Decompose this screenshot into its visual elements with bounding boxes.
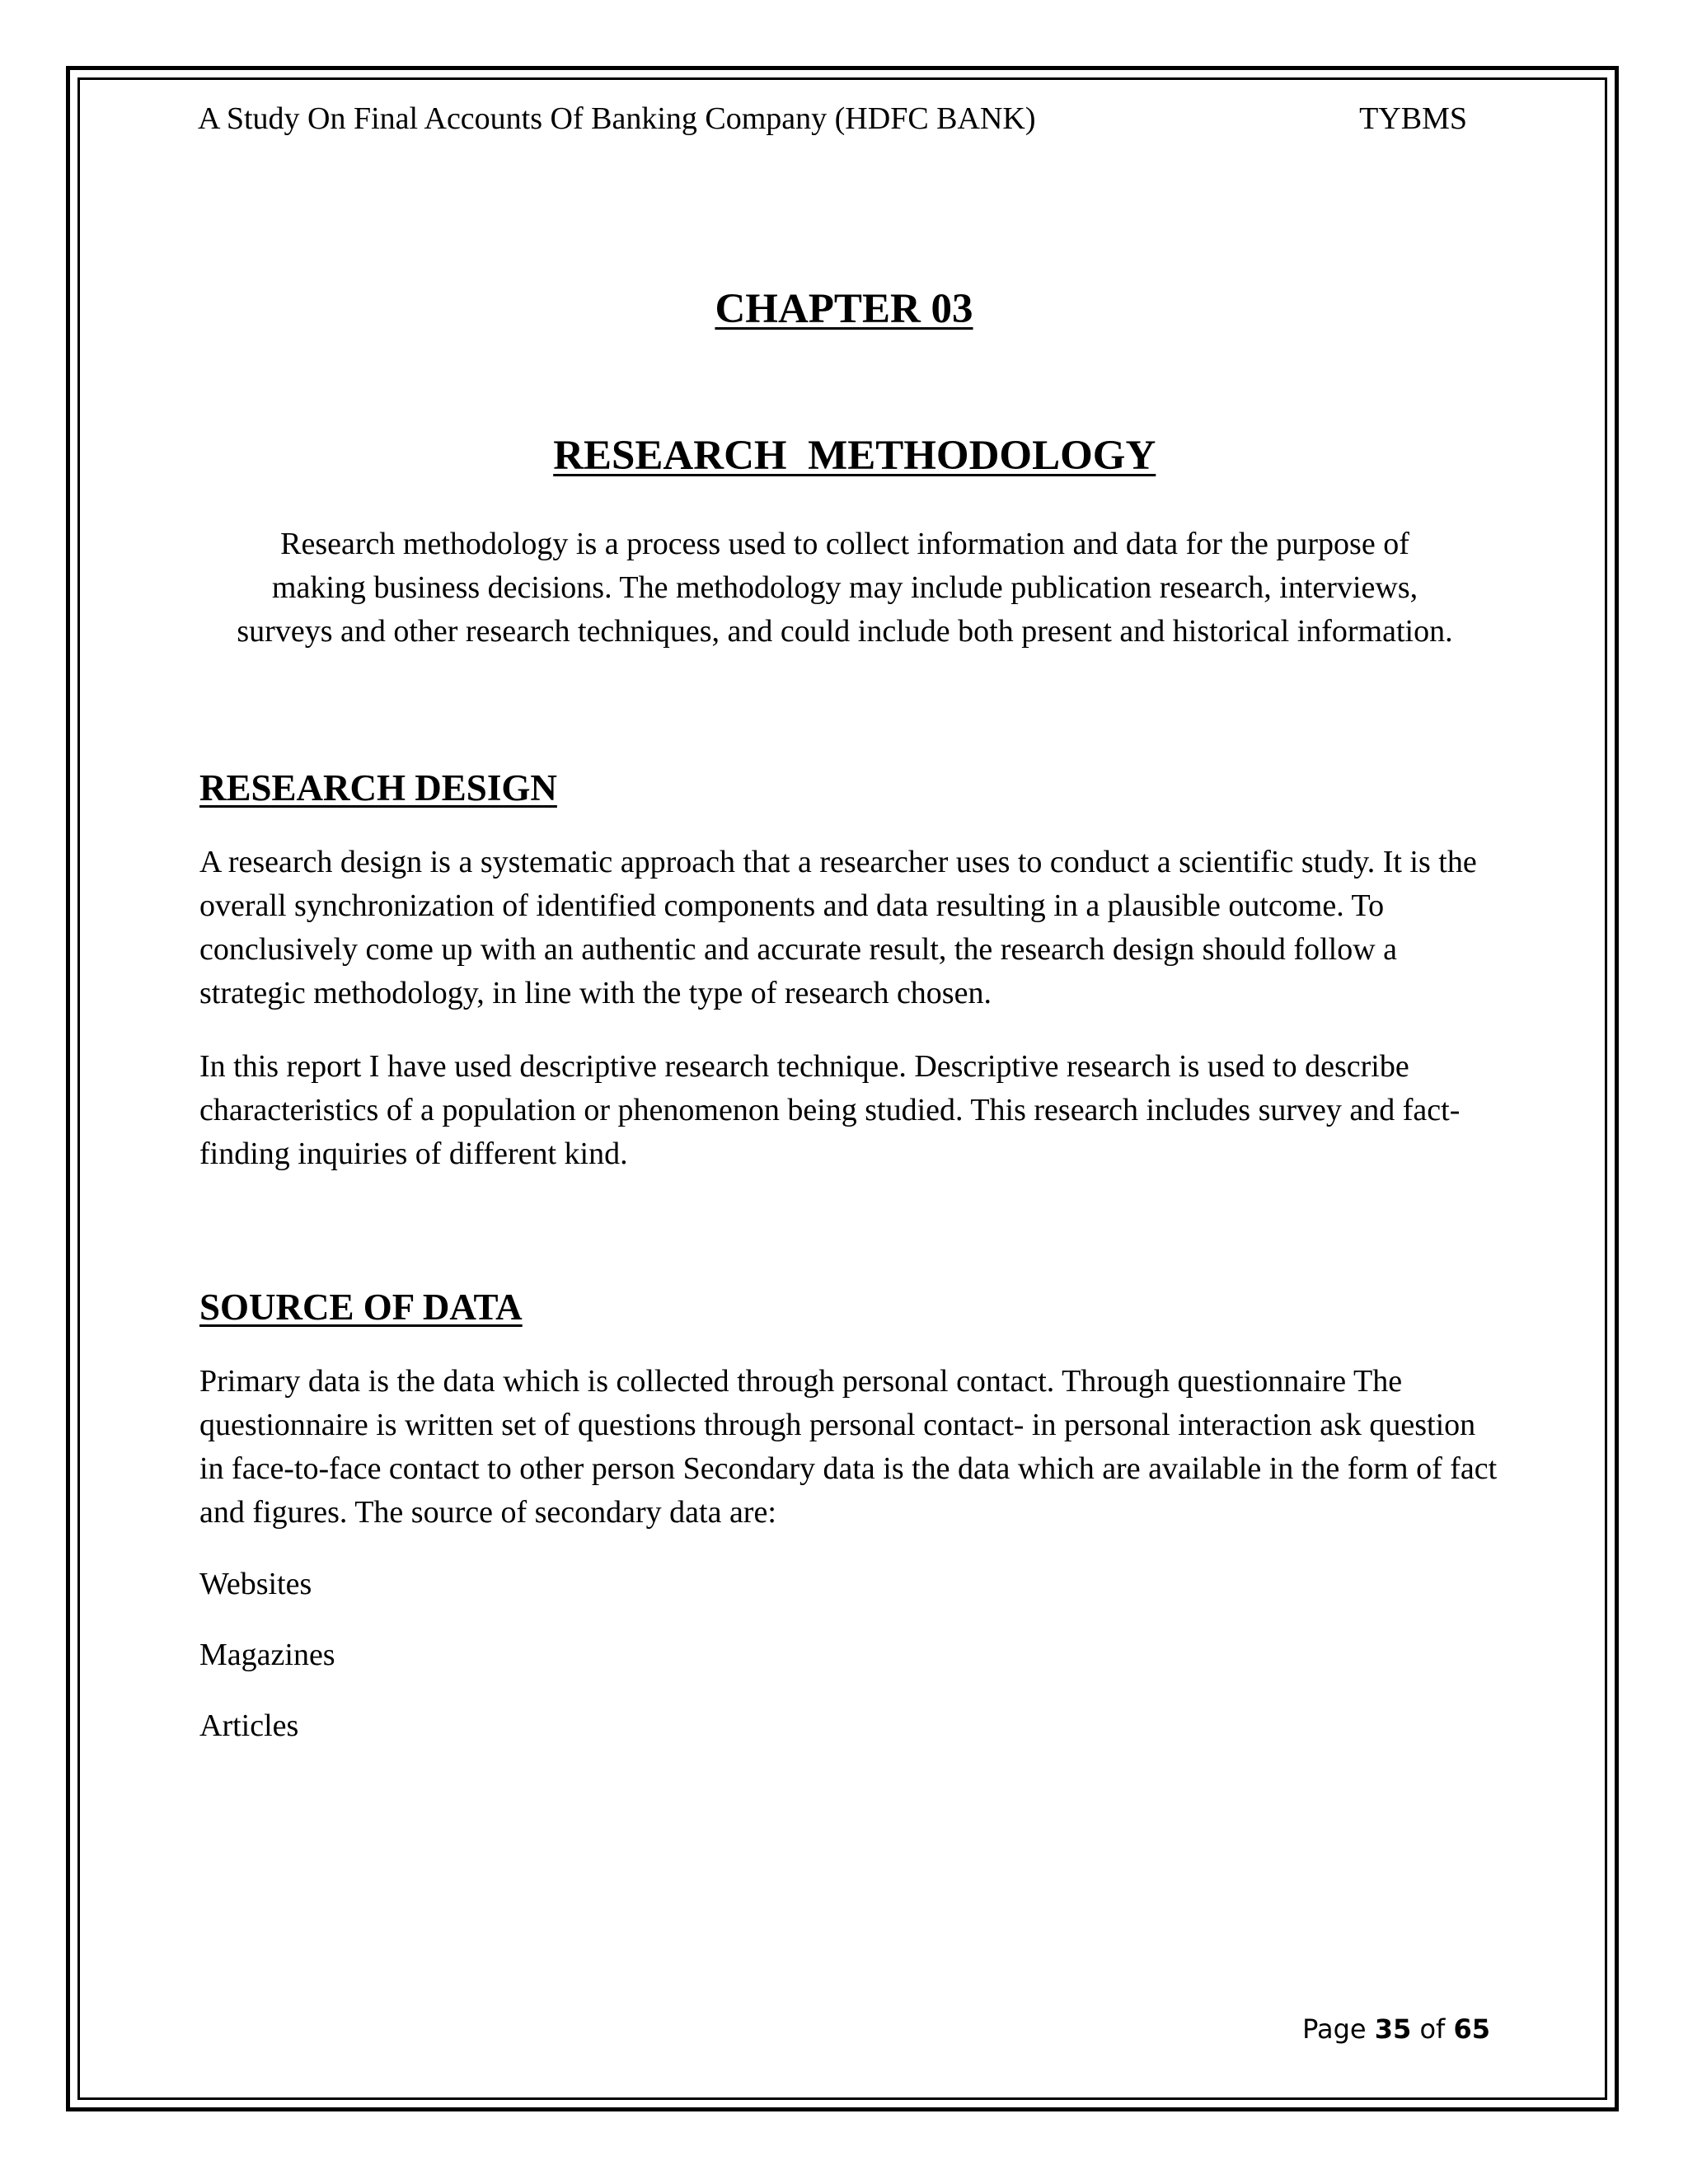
header-title: A Study On Final Accounts Of Banking Company (HDFC BANK) xyxy=(198,101,1036,136)
total-pages: 65 xyxy=(1453,2013,1490,2045)
current-page: 35 xyxy=(1374,2013,1412,2045)
list-item-websites: Websites xyxy=(199,1567,312,1601)
paragraph-source-of-data: Primary data is the data which is collected through personal contact. Through questionnaire The questionnaire is written set of questions through personal contact- in personal interaction ask question in face-to-face contact to other person Secondary data is the data which are available in the form of fact and figures. The source of secondary data are: xyxy=(199,1364,1498,1530)
page-number xyxy=(1302,2011,1490,2047)
intro-line: Research methodology is a process used to collect information and data for the purpose of xyxy=(280,527,1409,561)
intro-line: making business decisions. The methodology may include publication research, interviews, xyxy=(271,570,1418,605)
intro-line: surveys and other research techniques, and could include both present and historical information. xyxy=(237,614,1453,649)
chapter-number: CHAPTER 03 xyxy=(715,286,973,332)
list-item-articles: Articles xyxy=(199,1708,299,1743)
header-course: TYBMS xyxy=(1359,101,1467,136)
paragraph-research-design-2: In this report I have used descriptive research technique. Descriptive research is used to describe characteristics of a population or phenomenon being studied. This research includes survey and fact-finding inquiries of different kind. xyxy=(199,1049,1461,1171)
page-label: Page xyxy=(1302,2013,1367,2045)
section-heading-source-of-data: SOURCE OF DATA xyxy=(199,1286,523,1328)
running-header xyxy=(198,96,1467,142)
list-item-magazines: Magazines xyxy=(199,1638,335,1672)
of-label: of xyxy=(1419,2013,1446,2045)
section-heading-research-design: RESEARCH DESIGN xyxy=(199,767,557,808)
paragraph-research-design-1: A research design is a systematic approach that a researcher uses to conduct a scientific study. It is the overall synchronization of identified components and data resulting in a plausible outcome. To conclusively come up with an authentic and accurate result, the research design should follow a strategic methodology, in line with the type of research chosen. xyxy=(199,845,1477,1010)
intro-paragraph xyxy=(185,523,1504,654)
chapter-title: RESEARCH METHODOLOGY xyxy=(553,433,1156,479)
